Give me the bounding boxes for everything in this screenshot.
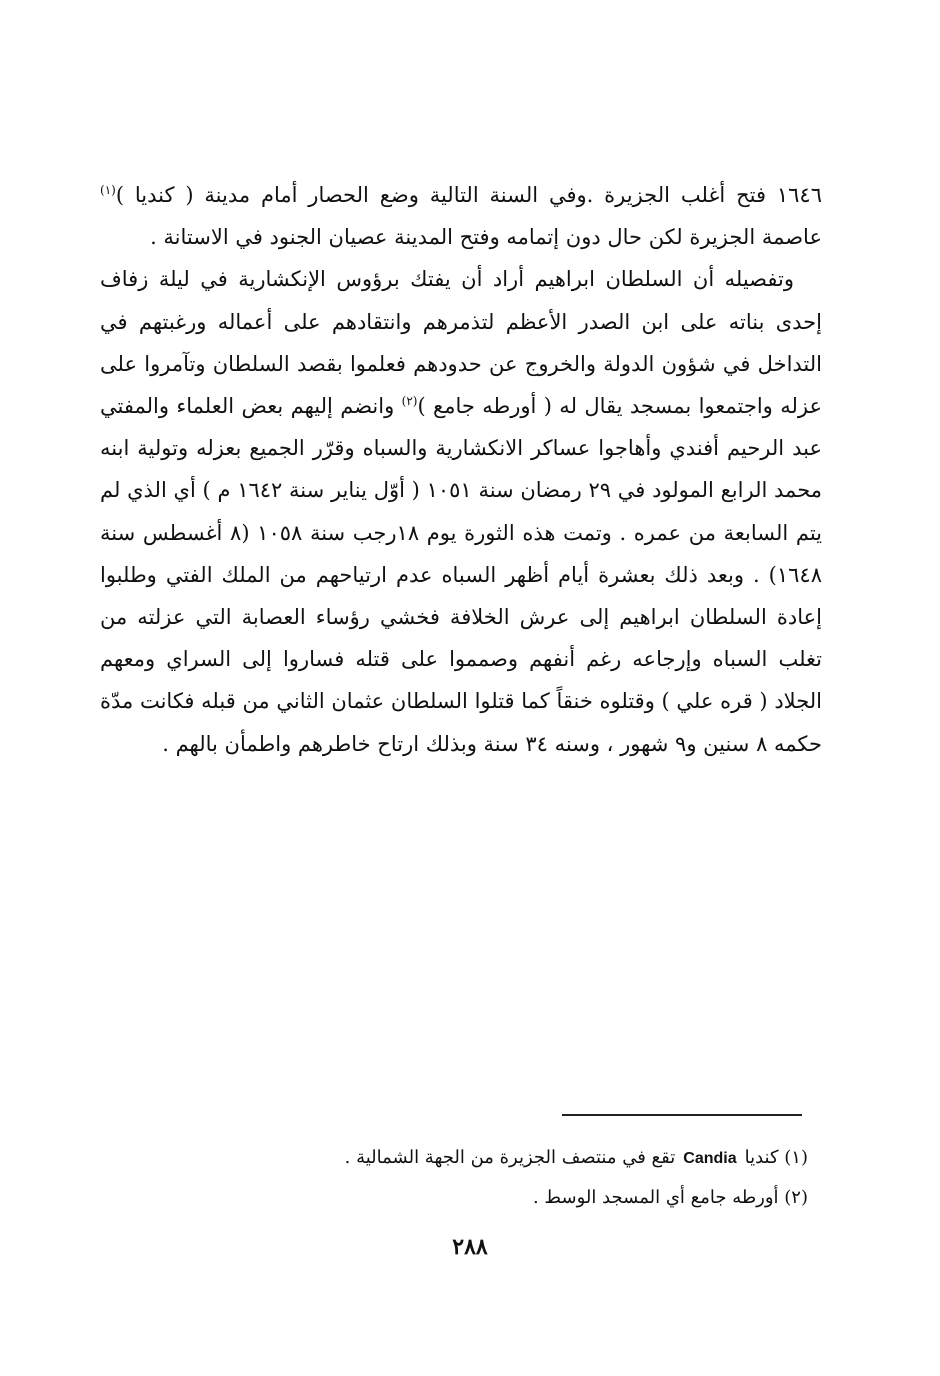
footnote-text: (١) كنديا (744, 1147, 808, 1168)
paragraph-text: وانضم إليهم بعض العلماء والمفتي عبد الرحيم أفندي وأهاجوا عساكر الانكشارية والسباه وقرّر الجميع بعزله وتولية ابنه محمد الرابع المولود في ٢٩ رمضان سنة ١٠٥١ ( أوّل يناير سنة ١٦٤٢ م ) أي الذي لم يتم السابعة من عمره . وتمت هذه الثورة يوم ١٨رجب سنة ١٠٥٨ (٨ أغسطس سنة ١٦٤٨) . وبعد ذلك بعشرة أيام أظهر السباه عدم ارتياحهم من الملك الفتي وطلبوا إعادة السلطان ابراهيم إلى عرش الخلافة فخشي رؤساء العصابة التي عزلته من تغلب السباه وإرجاعه رغم أنفهم وصمموا على قتله فساروا إلى السراي ومعهم الجلاد ( قره علي ) وقتلوه خنقاً كما قتلوا السلطان عثمان الثاني من قبله فكانت مدّة حكمه ٨ سنين و٩ شهور ، وسنه ٣٤ سنة وبذلك ارتاح خاطرهم واطمأن بالهم . (100, 394, 822, 756)
paragraph-text: ١٦٤٦ فتح أغلب الجزيرة .وفي السنة التالية وضع الحصار أمام مدينة ( كنديا ) (115, 183, 822, 207)
footnote-marker-1: (١) (100, 183, 116, 197)
footnote-latin-term: Candia (683, 1150, 737, 1167)
footnotes (300, 1138, 808, 1217)
footnote-text: (٢) أورطه جامع أي المسجد الوسط . (532, 1187, 808, 1208)
paragraph-text: وتفصيله أن السلطان ابراهيم أراد أن يفتك برؤوس الإنكشارية في ليلة زفاف إحدى بناته على ابن الصدر الأعظم لتذمرهم وانتقادهم على أعماله ورغبتهم في التداخل في شؤون الدولة والخروج عن حدودهم فعلموا بقصد السلطان وتآمروا على عزله واجتمعوا بمسجد يقال له ( أورطه جامع ) (100, 267, 822, 419)
footnote-text: تقع في منتصف الجزيرة من الجهة الشمالية . (344, 1147, 676, 1168)
paragraph-1 (100, 174, 822, 258)
footnote-marker-2: (٢) (401, 394, 418, 409)
page-number: ٢٨٨ (452, 1234, 488, 1260)
main-text (100, 174, 822, 765)
paragraph-text: عاصمة الجزيرة لكن حال دون إتمامه وفتح المدينة عصيان الجنود في الاستانة . (150, 225, 822, 250)
footnote-1 (300, 1138, 808, 1178)
paragraph-2 (100, 258, 822, 764)
footnote-2 (300, 1178, 808, 1217)
footnote-divider (562, 1114, 802, 1116)
